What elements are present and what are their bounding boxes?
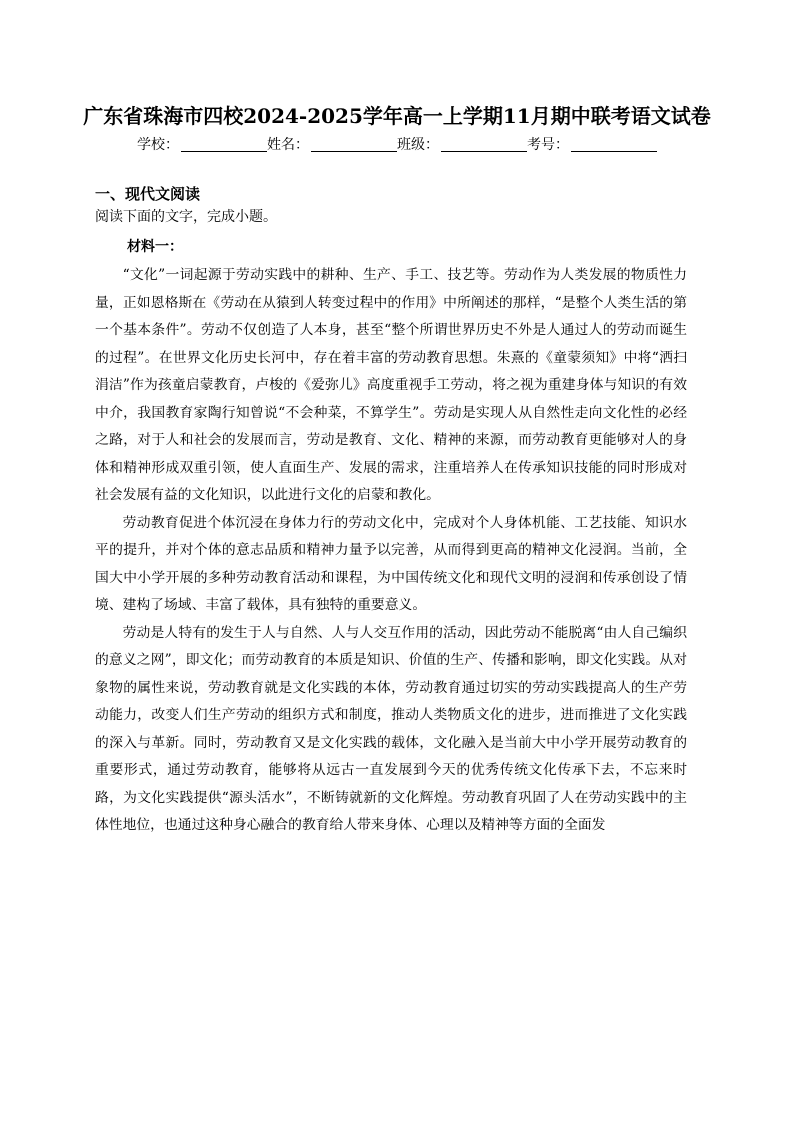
name-label: 姓名： [267,137,309,153]
class-field [397,134,527,154]
student-info-line [0,134,794,154]
exam-number-label: 考号： [527,137,569,153]
name-field [267,134,397,154]
school-label: 学校： [137,137,179,153]
section-heading: 一、现代文阅读 [95,185,201,203]
paragraph: 劳动教育促进个体沉浸在身体力行的劳动文化中，完成对个人身体机能、工艺技能、知识水平的提升，并对个体的意志品质和精神力量予以完善，从而得到更高的精神文化浸润。当前，全国大中小学开展的多种劳动教育活动和课程，为中国传统文化和现代文明的浸润和传承创设了情境、建构了场域、丰富了载体，具有独特的重要意义。 [95,514,687,613]
exam-number-blank[interactable] [571,137,657,152]
school-blank[interactable] [181,137,267,152]
class-label: 班级： [397,137,439,153]
material-label: 材料一： [127,239,183,255]
name-blank[interactable] [311,137,397,152]
paragraph: 劳动是人特有的发生于人与自然、人与人交互作用的活动，因此劳动不能脱离“由人自己编织的意义之网”，即文化；而劳动教育的本质是知识、价值的生产、传播和影响，即文化实践。从对象物的属性来说，劳动教育就是文化实践的本体，劳动教育通过切实的劳动实践提高人的生产劳动能力，改变人们生产劳动的组织方式和制度，推动人类物质文化的进步，进而推进了文化实践的深入与革新。同时，劳动教育又是文化实践的载体，文化融入是当前大中小学开展劳动教育的重要形式，通过劳动教育，能够将从远古一直发展到今天的优秀传统文化传承下去，不忘来时路，为文化实践提供“源头活水”，不断铸就新的文化辉煌。劳动教育巩固了人在劳动实践中的主体性地位，也通过这种身心融合的教育给人带来身体、心理以及精神等方面的全面发 [95,624,687,833]
document-title: 广东省珠海市四校2024-2025学年高一上学期11月期中联考语文试卷 [83,104,711,128]
class-blank[interactable] [441,137,527,152]
exam-number-field [527,134,657,154]
school-field [137,134,267,154]
reading-instruction: 阅读下面的文字，完成小题。 [95,209,277,225]
paragraph: “文化”一词起源于劳动实践中的耕种、生产、手工、技艺等。劳动作为人类发展的物质性力量，正如恩格斯在《劳动在从猿到人转变过程中的作用》中所阐述的那样，“是整个人类生活的第一个基本条件”。劳动不仅创造了人本身，甚至“整个所谓世界历史不外是人通过人的劳动而诞生的过程”。在世界文化历史长河中，存在着丰富的劳动教育思想。朱熹的《童蒙须知》中将“洒扫涓洁”作为孩童启蒙教育，卢梭的《爱弥儿》高度重视手工劳动，将之视为重建身体与知识的有效中介，我国教育家陶行知曾说“不会种菜，不算学生”。劳动是实现人从自然性走向文化性的必经之路，对于人和社会的发展而言，劳动是教育、文化、精神的来源，而劳动教育更能够对人的身体和精神形成双重引领，使人直面生产、发展的需求，注重培养人在传承知识技能的同时形成对社会发展有益的文化知识，以此进行文化的启蒙和教化。 [95,267,687,503]
material-body [95,262,687,840]
